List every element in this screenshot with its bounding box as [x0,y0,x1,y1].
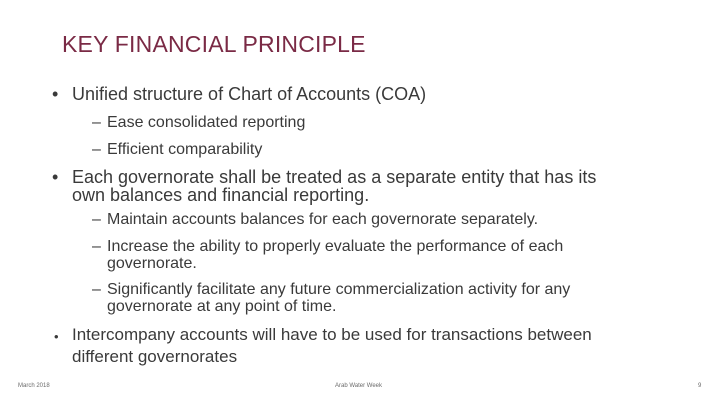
bullet-text-line-1: Each governorate shall be treated as a separate entity that has its [72,167,597,187]
sub-bullet-item [92,280,652,318]
bullet-dot: • [54,329,59,344]
bullet-text-line-2: own balances and financial reporting. [72,185,370,205]
sub-bullet-item [92,210,652,229]
sub-bullet-item [92,113,652,132]
bullet-text-line-2: different governorates [72,347,238,366]
sub-bullet-text: Efficient comparability [107,141,263,158]
slide-title: KEY FINANCIAL PRINCIPLE [62,31,366,57]
sub-bullet-text-line-2: governorate. [107,255,197,272]
dash-marker: – [92,141,101,158]
bullet-dot: • [52,167,59,187]
dash-marker: – [92,281,101,298]
dash-marker: – [92,211,101,228]
sub-bullet-item [92,140,652,159]
dash-marker: – [92,114,101,131]
sub-bullet-text: Ease consolidated reporting [107,114,306,131]
sub-bullet-text-line-1: Increase the ability to properly evaluate the performance of each [107,238,564,255]
footer-company: Arab Water Week [335,383,383,389]
sub-bullet-text-line-2: governorate at any point of time. [107,298,337,315]
sub-bullet-text-line-1: Significantly facilitate any future commercialization activity for any [107,281,571,298]
bullet-text-line-1: Intercompany accounts will have to be used for transactions between [72,325,592,344]
bullet-item [52,167,672,207]
sub-bullet-item [92,237,652,275]
bullet-item [52,84,672,104]
sub-bullet-text: Maintain accounts balances for each governorate separately. [107,211,539,228]
bullet-dot: • [52,84,59,104]
dash-marker: – [92,238,101,255]
footer-date: March 2018 [18,383,50,389]
bullet-text: Unified structure of Chart of Accounts (COA) [72,84,427,104]
bullet-item [54,325,674,365]
footer-page-number: 9 [698,383,702,389]
